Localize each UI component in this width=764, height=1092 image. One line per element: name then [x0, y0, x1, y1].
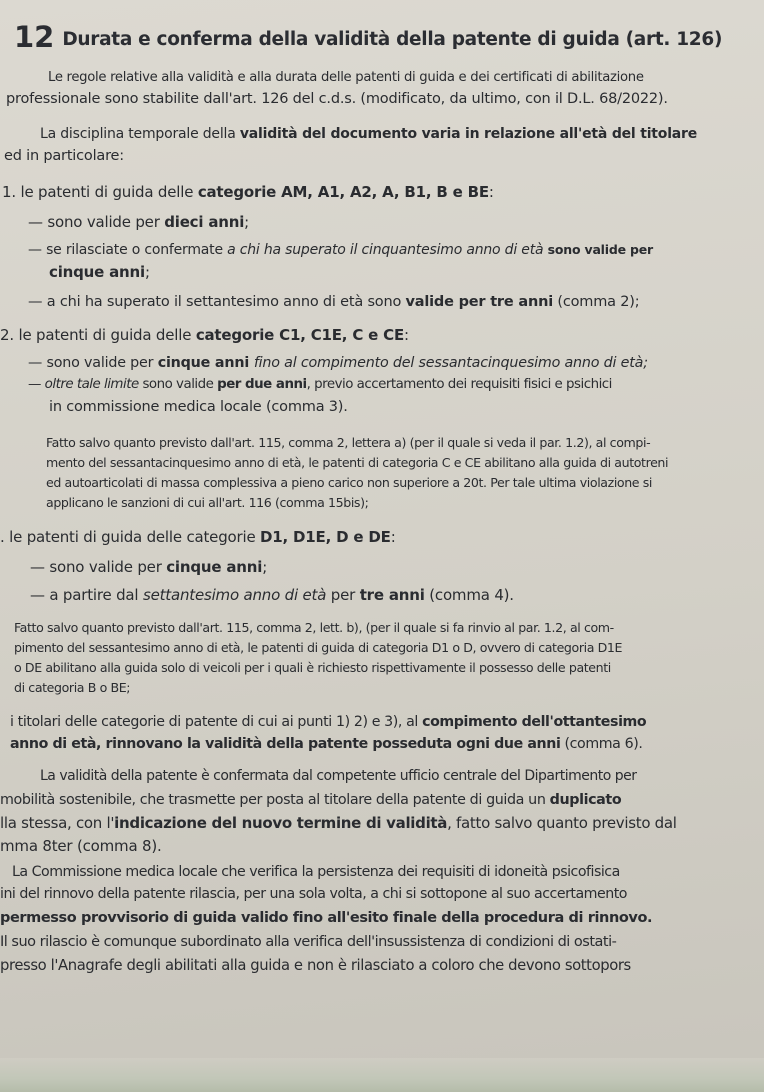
- item-2-note-2: mento del sessantacinquesimo anno di età, le patenti di categoria C e CE abilitano alla guida di autotreni: [46, 455, 669, 470]
- item-4-line-2-bold: anno di età, rinnovano la validità della patente posseduta ogni due anni: [10, 736, 561, 752]
- item-4-line-2: [0, 734, 764, 754]
- item-1-dash-1-bold: dieci anni: [164, 213, 245, 231]
- item-2-dash-2-cont: in commissione medica locale (comma 3).: [49, 399, 348, 415]
- item-1-dash-3-end: (comma 2);: [552, 294, 640, 310]
- item-2-dash-1-bold: cinque anni: [157, 355, 254, 371]
- item-4-line-1: [0, 712, 764, 732]
- item-2-text: 2. le patenti di guida delle: [0, 326, 196, 344]
- item-3-dash-1-text: sono valide per: [49, 558, 167, 576]
- page-bottom-edge: [0, 1058, 764, 1092]
- para-1-line-3: [0, 813, 764, 833]
- item-3-note-2: pimento del sessantesimo anno di età, le patenti di guida di categoria D1 o D, ovvero di categoria D1E: [14, 640, 623, 655]
- dash-glyph: —: [28, 377, 45, 392]
- intro-line-4: ed in particolare:: [4, 148, 124, 164]
- para-2-line-5: presso l'Anagrafe degli abilitati alla guida e non è rilasciato a coloro che devono sottopors: [0, 957, 631, 974]
- section-title: Durata e conferma della validità della patente di guida (art. 126): [62, 29, 723, 50]
- item-3-note-4: di categoria B o BE;: [14, 680, 131, 695]
- dash-glyph: —: [28, 355, 47, 371]
- para-2-line-2: ini del rinnovo della patente rilascia, per una sola volta, a chi si sottopone al suo accertamento: [0, 886, 627, 902]
- item-3-heading: [0, 527, 764, 547]
- dash-glyph: —: [28, 242, 47, 258]
- para-1-line-3-bold: indicazione del nuovo termine di validità: [114, 814, 448, 832]
- item-1-dash-2-italic: a chi ha superato il cinquantesimo anno di età: [227, 242, 548, 258]
- item-1-text: 1. le patenti di guida delle: [2, 183, 198, 201]
- item-2-dash-2-text: sono valide: [142, 377, 218, 392]
- item-2-dash-1: [0, 353, 764, 373]
- item-1-colon: :: [488, 183, 494, 201]
- intro-line-1: Le regole relative alla validità e alla durata delle patenti di guida e dei certificati di abilitazione: [48, 70, 644, 85]
- item-3-dash-2: [0, 585, 764, 605]
- para-1-line-3-text: lla stessa, con l': [0, 814, 115, 832]
- para-1-line-2-text: mobilità sostenibile, che trasmette per posta al titolare della patente di guida un: [0, 792, 550, 808]
- section-heading: [14, 20, 722, 54]
- intro-line-2: professionale sono stabilite dall'art. 126 del c.d.s. (modificato, da ultimo, con il D.L. 68/2022).: [6, 91, 668, 107]
- item-3-text: . le patenti di guida delle categorie: [0, 528, 261, 546]
- item-3-note-3: o DE abilitano alla guida solo di veicoli per i quali è richiesto rispettivamente il possesso delle patenti: [14, 660, 611, 675]
- item-3-colon: :: [390, 528, 396, 546]
- para-2-line-1: La Commissione medica locale che verifica la persistenza dei requisiti di idoneità psicofisica: [12, 864, 620, 880]
- item-1-dash-1-end: ;: [244, 213, 250, 231]
- item-1-dash-1-text: sono valide per: [47, 213, 165, 231]
- intro-line-3-text: La disciplina temporale della: [40, 126, 240, 142]
- item-3-dash-1-bold: cinque anni: [166, 558, 263, 576]
- item-2-dash-2-italic: oltre tale limite: [44, 377, 143, 392]
- para-1-line-4: mma 8ter (comma 8).: [0, 837, 162, 855]
- item-2-dash-2-bold: per due anni: [217, 377, 307, 392]
- item-1-heading: [0, 182, 764, 202]
- item-2-note-1: Fatto salvo quanto previsto dall'art. 115, comma 2, lettera a) (per il quale si veda il par. 1.2), al compi-: [46, 435, 651, 450]
- item-2-colon: :: [404, 326, 409, 344]
- item-3-dash-1: [0, 557, 764, 577]
- para-1-line-3-rest: , fatto salvo quanto previsto dal: [447, 814, 677, 832]
- para-1-line-1: La validità della patente è confermata dal competente ufficio centrale del Dipartimento per: [40, 768, 637, 784]
- section-number: 12: [14, 20, 55, 54]
- item-3-note-1: Fatto salvo quanto previsto dall'art. 115, comma 2, lett. b), (per il quale si fa rinvio al par. 1.2, al com-: [14, 620, 614, 635]
- item-1-dash-3: [0, 292, 764, 312]
- item-1-dash-2: [0, 240, 764, 260]
- dash-glyph: —: [28, 294, 47, 310]
- item-3-dash-2-text: a partire dal: [49, 586, 143, 604]
- para-1-line-2: [0, 790, 764, 810]
- item-2-dash-1-text: sono valide per: [46, 355, 158, 371]
- item-3-categories: D1, D1E, D e DE: [260, 528, 391, 546]
- item-1-categories: categorie AM, A1, A2, A, B1, B e BE: [197, 183, 489, 201]
- item-2-heading: [0, 325, 764, 345]
- para-2-line-4: Il suo rilascio è comunque subordinato alla verifica dell'insussistenza di condizioni di ostati-: [0, 934, 617, 950]
- item-2-dash-1-italic: fino al compimento del sessantacinquesimo anno di età;: [253, 355, 648, 371]
- item-1-dash-3-text: a chi ha superato il settantesimo anno di età sono: [46, 294, 406, 310]
- item-2-categories: categorie C1, C1E, C e CE: [195, 326, 405, 344]
- item-3-dash-2-italic: settantesimo anno di età: [142, 586, 331, 604]
- item-1-dash-2-text: se rilasciate o confermate: [46, 242, 228, 258]
- item-1-dash-2-end: ;: [144, 263, 150, 281]
- item-2-note-4: applicano le sanzioni di cui all'art. 116 (comma 15bis);: [46, 495, 369, 510]
- item-2-dash-2-rest: , previo accertamento dei requisiti fisici e psichici: [306, 377, 612, 392]
- item-1-dash-2-years: cinque anni: [49, 263, 145, 281]
- item-4-text: i titolari delle categorie di patente di cui ai punti 1) 2) e 3), al: [10, 714, 423, 730]
- item-3-dash-2-for: per: [330, 586, 360, 604]
- item-2-dash-2: [0, 375, 764, 395]
- dash-glyph: —: [28, 213, 48, 231]
- item-3-dash-1-end: ;: [262, 558, 268, 576]
- item-1-dash-1: [0, 212, 764, 232]
- item-1-dash-2-bold: sono valide per: [547, 242, 654, 257]
- para-2-line-3: permesso provvisorio di guida valido fino all'esito finale della procedura di rinnovo.: [0, 910, 653, 926]
- item-1-dash-2-cont: [0, 262, 764, 282]
- intro-line-3-bold: validità del documento varia in relazione all'età del titolare: [239, 126, 698, 142]
- intro-line-3: [0, 124, 764, 144]
- item-4-line-2-end: (comma 6).: [560, 736, 643, 752]
- item-1-dash-3-bold: valide per tre anni: [405, 294, 553, 310]
- dash-glyph: —: [30, 558, 50, 576]
- para-1-line-2-bold: duplicato: [549, 792, 622, 808]
- item-2-note-3: ed autoarticolati di massa complessiva a pieno carico non superiore a 20t. Per tale ultima violazione si: [46, 475, 653, 490]
- dash-glyph: —: [30, 586, 50, 604]
- item-3-dash-2-bold: tre anni: [359, 586, 425, 604]
- item-4-bold: compimento dell'ottantesimo: [422, 714, 647, 730]
- item-3-dash-2-end: (comma 4).: [424, 586, 514, 604]
